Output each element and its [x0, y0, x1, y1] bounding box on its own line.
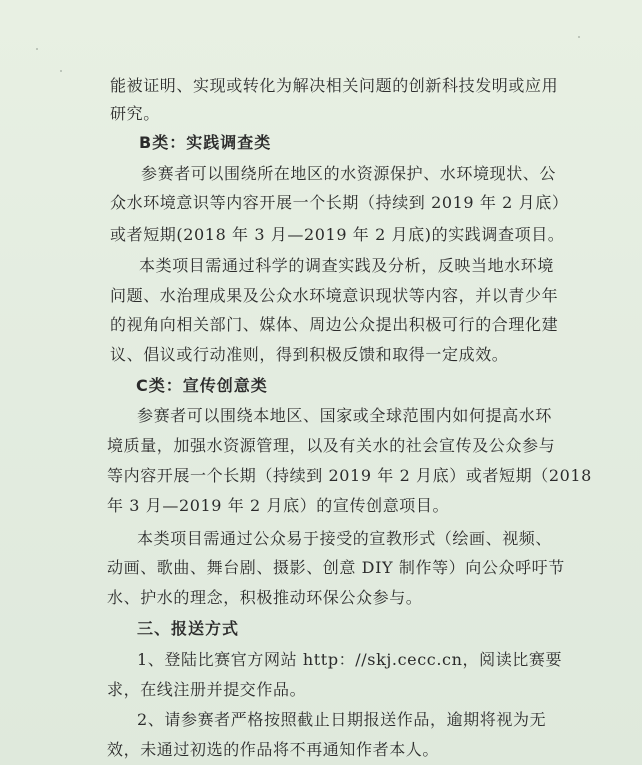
body-line: 参赛者可以围绕所在地区的水资源保护、水环境现状、公 — [141, 164, 557, 183]
body-line: 水、护水的理念，积极推动环保公众参与。 — [107, 588, 423, 607]
body-line: 本类项目需通过公众易于接受的宣教形式（绘画、视频、 — [137, 529, 553, 548]
body-line: 能被证明、实现或转化为解决相关问题的创新科技发明或应用 — [110, 76, 559, 95]
body-line: 效，未通过初选的作品将不再通知作者本人。 — [107, 740, 440, 759]
body-line: 境质量，加强水资源管理，以及有关水的社会宣传及公众参与 — [107, 436, 556, 455]
body-line: 研究。 — [110, 104, 160, 123]
section-heading-b: B类：实践调查类 — [139, 133, 272, 152]
body-line: 本类项目需通过科学的调查实践及分析，反映当地水环境 — [139, 256, 555, 275]
section-heading-submission: 三、报送方式 — [137, 619, 240, 638]
body-line: 议、倡议或行动准则，得到积极反馈和取得一定成效。 — [110, 345, 509, 364]
body-line: 年 3 月—2019 年 2 月底）的宣传创意项目。 — [107, 496, 450, 515]
body-line: 动画、歌曲、舞台剧、摄影、创意 DIY 制作等）向公众呼吁节 — [107, 558, 565, 577]
body-line: 问题、水治理成果及公众水环境意识现状等内容，并以青少年 — [110, 286, 559, 305]
scan-speck — [36, 48, 38, 50]
body-line: 或者短期(2018 年 3 月—2019 年 2 月底)的实践调查项目。 — [110, 225, 565, 244]
body-line: 求，在线注册并提交作品。 — [107, 680, 307, 699]
body-line: 2、请参赛者严格按照截止日期报送作品，逾期将视为无 — [137, 710, 547, 729]
scan-speck — [578, 36, 580, 38]
body-line: 的视角向相关部门、媒体、周边公众提出积极可行的合理化建 — [110, 315, 559, 334]
body-line: 参赛者可以围绕本地区、国家或全球范围内如何提高水环 — [137, 406, 553, 425]
section-heading-c: C类：宣传创意类 — [136, 376, 268, 395]
body-line: 1、登陆比赛官方网站 http：//skj.cecc.cn，阅读比赛要 — [137, 650, 563, 669]
scan-speck — [60, 70, 62, 72]
body-line: 众水环境意识等内容开展一个长期（持续到 2019 年 2 月底） — [110, 193, 569, 212]
body-line: 等内容开展一个长期（持续到 2019 年 2 月底）或者短期（2018 — [107, 466, 592, 485]
